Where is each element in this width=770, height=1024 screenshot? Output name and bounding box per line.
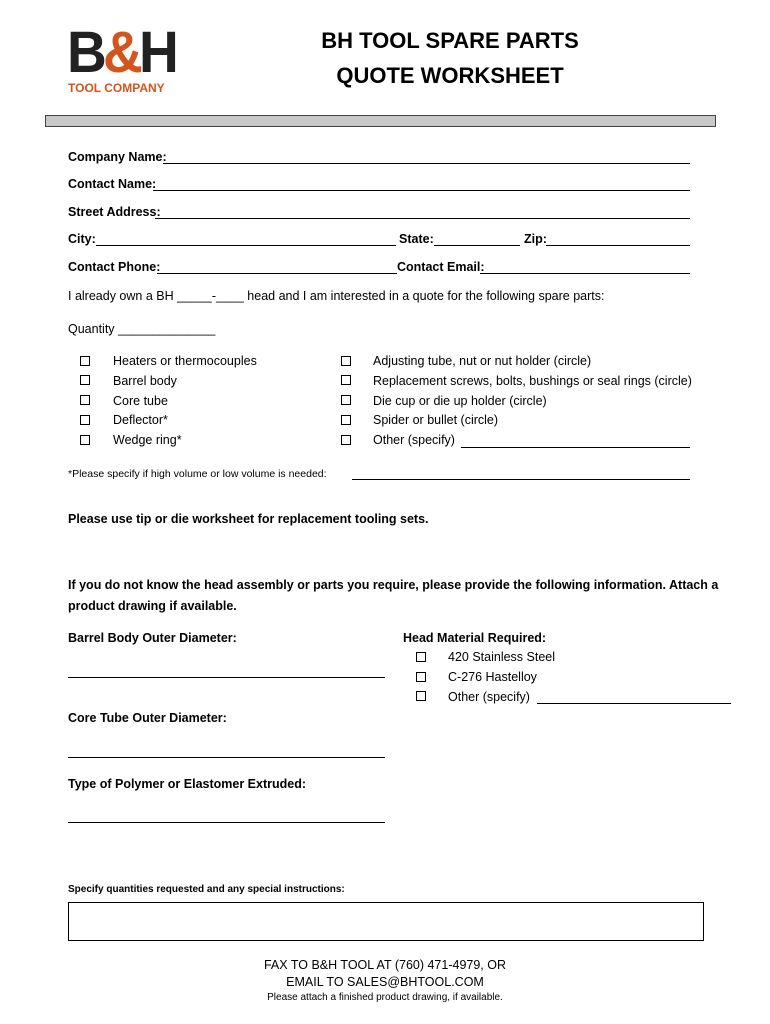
contact-phone-field[interactable]: [157, 273, 397, 274]
checkbox-material-other[interactable]: [416, 691, 426, 701]
checkbox-heaters[interactable]: [80, 356, 90, 366]
street-address-label: Street Address:: [68, 205, 161, 219]
tip-note: Please use tip or die worksheet for replacement tooling sets.: [68, 512, 429, 526]
company-name-label: Company Name:: [68, 150, 167, 164]
zip-field[interactable]: [546, 245, 690, 246]
barrel-od-field[interactable]: [68, 677, 385, 678]
checkbox-adjusting-tube[interactable]: [341, 356, 351, 366]
checkbox-die-cup[interactable]: [341, 395, 351, 405]
company-logo: [67, 20, 175, 96]
part-label: Barrel body: [113, 374, 177, 388]
company-name-field[interactable]: [163, 163, 690, 164]
material-label: C-276 Hastelloy: [448, 670, 537, 684]
material-other-field[interactable]: [537, 703, 731, 704]
checkbox-deflector[interactable]: [80, 415, 90, 425]
instructions-label: Specify quantities requested and any special instructions:: [68, 884, 345, 895]
footer-attach-note: Please attach a finished product drawing, if available.: [267, 992, 503, 1003]
part-label: Heaters or thermocouples: [113, 354, 257, 368]
contact-email-label: Contact Email:: [397, 260, 485, 274]
instructions-box[interactable]: [68, 902, 704, 941]
material-label: Other (specify): [448, 690, 530, 704]
part-label: Spider or bullet (circle): [373, 413, 499, 427]
head-material-label: Head Material Required:: [403, 631, 547, 645]
polymer-field[interactable]: [68, 822, 385, 823]
unknown-note-line-1: If you do not know the head assembly or parts you require, please provide the following information. Attach a: [68, 578, 719, 592]
checkbox-barrel-body[interactable]: [80, 375, 90, 385]
city-label: City:: [68, 232, 96, 246]
street-address-field[interactable]: [155, 218, 690, 219]
contact-phone-label: Contact Phone:: [68, 260, 161, 274]
contact-name-label: Contact Name:: [68, 177, 157, 191]
volume-field[interactable]: [352, 479, 690, 480]
quantity-text: Quantity ______________: [68, 322, 216, 336]
part-label: Replacement screws, bolts, bushings or seal rings (circle): [373, 374, 692, 388]
zip-label: Zip:: [524, 232, 547, 246]
state-field[interactable]: [434, 245, 520, 246]
city-field[interactable]: [96, 245, 396, 246]
logo-letters: B&H: [67, 20, 175, 85]
part-label: Adjusting tube, nut or nut holder (circle): [373, 354, 592, 368]
unknown-note-line-2: product drawing if available.: [68, 599, 237, 613]
polymer-label: Type of Polymer or Elastomer Extruded:: [68, 777, 307, 791]
volume-note: *Please specify if high volume or low volume is needed:: [68, 468, 327, 480]
part-label: Wedge ring*: [113, 433, 182, 447]
barrel-od-label: Barrel Body Outer Diameter:: [68, 631, 237, 645]
title-line-2: QUOTE WORKSHEET: [336, 63, 564, 88]
checkbox-spider[interactable]: [341, 415, 351, 425]
material-label: 420 Stainless Steel: [448, 650, 556, 664]
part-label: Other (specify): [373, 433, 455, 447]
title-line-1: BH TOOL SPARE PARTS: [321, 28, 579, 53]
part-label: Deflector*: [113, 413, 168, 427]
contact-name-field[interactable]: [153, 190, 690, 191]
intro-text: I already own a BH _____-____ head and I am interested in a quote for the following spare parts:: [68, 289, 605, 303]
checkbox-core-tube[interactable]: [80, 395, 90, 405]
checkbox-wedge-ring[interactable]: [80, 435, 90, 445]
checkbox-replacement-screws[interactable]: [341, 375, 351, 385]
checkbox-c276-hastelloy[interactable]: [416, 672, 426, 682]
contact-email-field[interactable]: [480, 273, 690, 274]
checkbox-other[interactable]: [341, 435, 351, 445]
logo-subtitle: TOOL COMPANY: [68, 81, 165, 95]
footer-fax: FAX TO B&H TOOL AT (760) 471-4979, OR: [263, 958, 507, 972]
part-label: Core tube: [113, 394, 168, 408]
checkbox-420-stainless[interactable]: [416, 652, 426, 662]
part-label: Die cup or die up holder (circle): [373, 394, 547, 408]
other-specify-field[interactable]: [461, 447, 690, 448]
core-od-label: Core Tube Outer Diameter:: [68, 711, 227, 725]
header-divider-bar: [45, 115, 716, 127]
state-label: State:: [399, 232, 434, 246]
core-od-field[interactable]: [68, 757, 385, 758]
footer-email: EMAIL TO SALES@BHTOOL.COM: [286, 975, 484, 989]
